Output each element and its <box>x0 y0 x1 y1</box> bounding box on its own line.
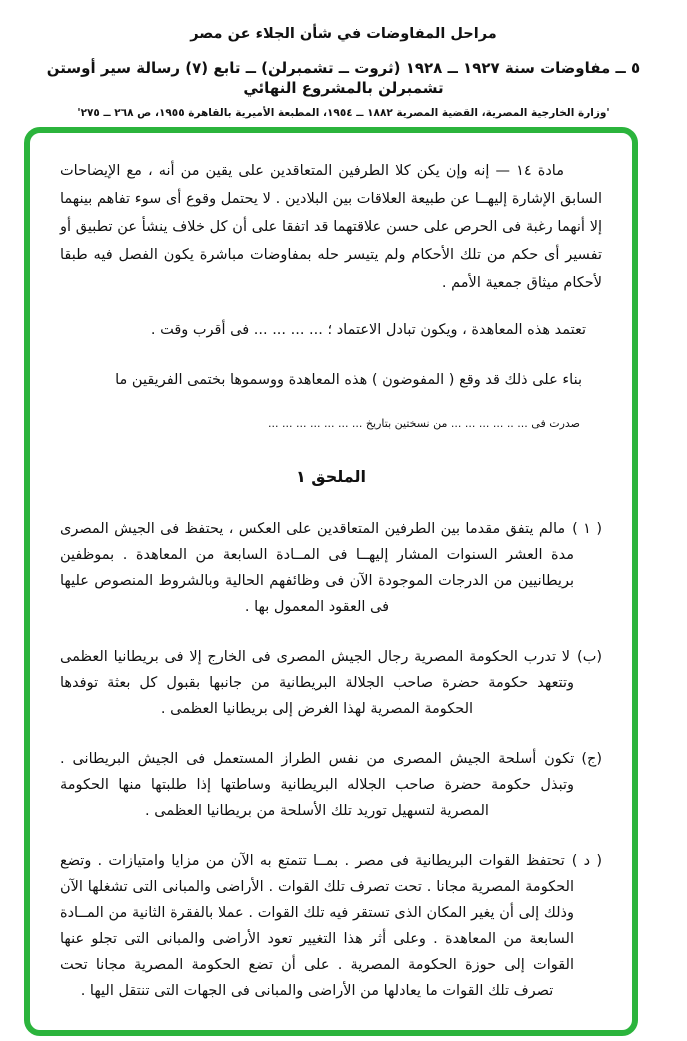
document-frame <box>24 127 638 1036</box>
annex-item-b-text: لا تدرب الحكومة المصرية رجال الجيش المصرى فى الخارج إلا فى بريطانيا العظمى وتتعهد حكومة حضرة صاحب الجلالة البريطانية من جانبها بقبول كل بعثة توفدها الحكومة المصرية لهذا الغرض إلى بريطانيا العظمى . <box>60 648 574 717</box>
annex-heading: الملحق ١ <box>295 466 367 486</box>
annex-item-1-text: مالم يتفق مقدما بين الطرفين المتعاقدين على العكس ، يحتفظ فى الجيش المصرى مدة العشر السنوات المشار إليهــا فى المــادة السابعة من المعاهدة . بموظفين بريطانيين من الدرجات الموجودة الآن فى وظائفهم الحالية وبالشروط المنصوص عليها فى العقود المعمول بها . <box>60 520 574 615</box>
annex-item-b-marker: (ب) <box>577 648 602 665</box>
annex-item-b <box>60 644 602 722</box>
annex-item-j <box>60 746 602 824</box>
issuance-dates-line: صدرت فى ... .. ... ... ... ... من نسختين بتاريخ ... ... ... ... ... ... ... <box>268 416 580 430</box>
page-title: مراحل المفاوضات في شأن الجلاء عن مصر <box>190 26 497 42</box>
source-citation: 'وزارة الخارجية المصرية، القضية المصرية ١٨٨٢ ــ ١٩٥٤، المطبعة الأميرية بالقاهرة ١٩٥٥، ص ٢٦٨ ــ ٢٧٥' <box>77 106 610 119</box>
treaty-adoption-line: تعتمد هذه المعاهدة ، ويكون تبادل الاعتماد ؛ ... ... ... ... فى أقرب وقت . <box>150 321 586 338</box>
document-header <box>0 0 687 119</box>
signature-line: بناء على ذلك قد وقع ( المفوضون ) هذه المعاهدة ووسموها بختمى الفريقين ما <box>115 371 582 388</box>
annex-item-j-marker: (ج) <box>581 750 602 767</box>
annex-item-1-marker: ( ١ ) <box>572 520 602 537</box>
annex-item-d-text: تحتفظ القوات البريطانية فى مصر . بمــا تتمتع به الآن من مزايا وامتيازات . وتضع الحكومة المصرية مجانا . تحت تصرف تلك القوات . الأراضى والمبانى التى تشغلها الآن وذلك إلى أن يغير المكان الذى تستقر فيه تلك القوات . عملا بالفقرة الثانية من المــادة السابعة من المعاهدة . وعلى أثر هذا التغيير تعود الأراضى والمبانى التى تجلو عنها القوات إلى حوزة الحكومة المصرية . على أن تضع الحكومة المصرية مجانا تحت تصرف تلك القوات ما يعادلها من الأراضى والمبانى فى الجهات التى تنتقل اليها . <box>60 852 574 999</box>
article-14-paragraph: مادة ١٤ — إنه وإن يكن كلا الطرفين المتعاقدين على يقين من أنه ، مع الإيضاحات السابق الإشارة إليهــا عن طبيعة العلاقات بين البلادين . لا يحتمل وقوع أى سوء تفاهم بينهما إلا أنهما رغبة فى الحرص على حسن علاقتهما قد اتفقا على أن كل خلاف ينشأ عن تطبيق أو تفسير أى حكم من تلك الأحكام ولم يتيسر حله بمفاوضات مباشرة يكون الفصل فيه طبقا لأحكام ميثاق جمعية الأمم . <box>60 162 602 291</box>
annex-item-1 <box>60 516 602 620</box>
page-subtitle: ٥ ــ مفاوضات سنة ١٩٢٧ ــ ١٩٢٨ (ثروت ــ تشمبرلن) ــ تابع (٧) رسالة سير أوستن تشمبرلن بالمشروع النهائي <box>46 59 641 98</box>
annex-item-j-text: تكون أسلحة الجيش المصرى من نفس الطراز المستعمل فى الجيش البريطانى . وتبذل حكومة حضرة صاحب الجلاله البريطانية وساطتها إذا طلبتها منها الحكومة المصرية لتسهيل توريد تلك الأسلحة من بريطانيا العظمى . <box>60 750 575 819</box>
annex-item-d-marker: ( د ) <box>571 852 602 869</box>
annex-item-d <box>60 848 602 1004</box>
